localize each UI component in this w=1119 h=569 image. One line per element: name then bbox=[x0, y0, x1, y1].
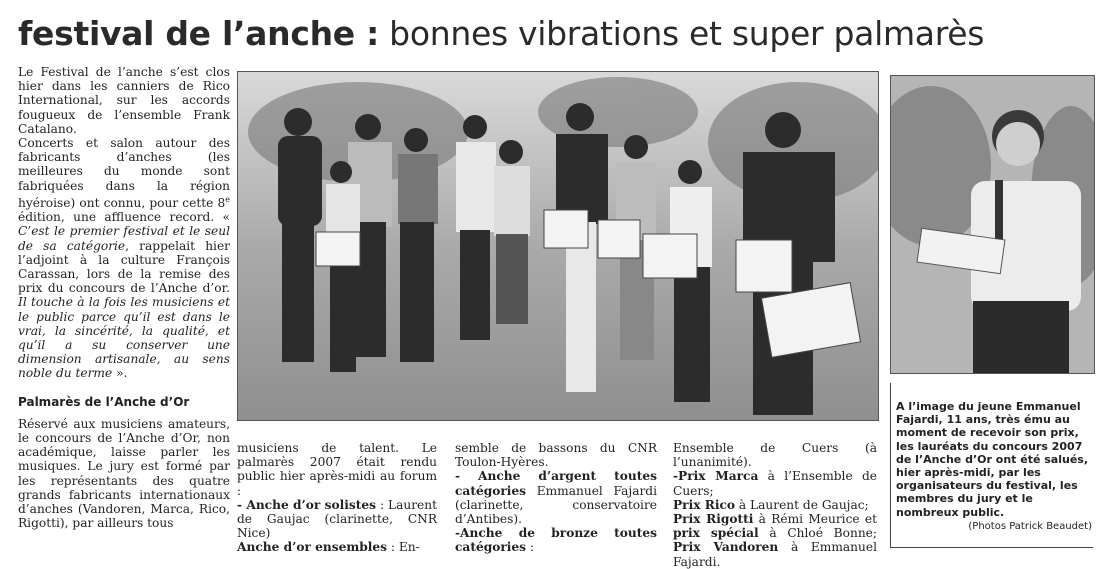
subheading-palmares: Palmarès de l’Anche d’Or bbox=[18, 394, 190, 409]
prize-vandoren: Prix Vandoren bbox=[673, 540, 779, 555]
special-prizes: Ensemble de Cuers (à l’unanimité). -Prix Marca à l’Ensemble de Cuers; Prix Rico à Laurent de Gaujac; Prix Rigotti à Rémi Meurice et prix spécial à Chloé Bonne; Prix Vandoren à Emmanuel Fajardi. bbox=[673, 441, 877, 569]
headline bbox=[18, 6, 1113, 62]
article-column-2 bbox=[237, 441, 437, 555]
photo-credit: (Photos Patrick Beaudet) bbox=[968, 520, 1092, 532]
prize-anche-argent: - Anche d’argent toutes catégories bbox=[455, 469, 657, 498]
palmares-continued: semble de bassons du CNR Toulon-Hyères. - Anche d’argent toutes catégories Emmanuel Fajardi (clarinette, conservatoire d’Antibes). -Anche de bronze toutes catégories : bbox=[455, 441, 657, 555]
paragraph-intro: Le Festival de l’anche s’est clos hier dans les canniers de Rico International, sur les accords fougueux de l’ensemble Frank Catalano. bbox=[18, 65, 230, 136]
prize-rigotti: Prix Rigotti bbox=[673, 512, 754, 527]
article-column-4 bbox=[673, 441, 877, 569]
group-photo-laureates bbox=[238, 72, 878, 420]
prize-anche-or-solistes: - Anche d’or solistes bbox=[237, 497, 377, 512]
prize-rico: Prix Rico bbox=[673, 497, 736, 512]
paragraph-concours: Réservé aux musiciens amateurs, le concours de l’Anche d’Or, non académique, laisse parler les musiques. Le jury est formé par les représentants des quatre grands fabricants internationaux d’anches (Vandoren, Marca, Rico, Rigotti), par ailleurs tous bbox=[18, 416, 230, 531]
prize-marca: -Prix Marca bbox=[673, 469, 759, 484]
headline-rest: bonnes vibrations et super palmarès bbox=[378, 14, 985, 53]
paragraph-concerts: Concerts et salon autour des fabricants d’anches (les meilleures du monde sont fabriquées dans la région hyéroise) ont connu, pour cette 8e édition, une affluence record. « C’est le premier festival et le seul de sa catégorie, rappelait hier l’adjoint à la culture François Carassan, lors de la remise des prix du concours de l’Anche d’or. Il touche à la fois les musiciens et le public parce qu’il est dans le vrai, la sincérité, la qualité, et qu’il a su conserver une dimension artisanale, au sens noble du terme ». bbox=[18, 136, 230, 381]
side-photo bbox=[890, 75, 1095, 374]
quote-premier-festival: C’est le premier festival et le seul de sa catégorie bbox=[18, 224, 230, 253]
main-photo bbox=[237, 71, 879, 421]
article-column-3 bbox=[455, 441, 657, 555]
caption-left-rule bbox=[890, 383, 891, 548]
caption-bottom-rule bbox=[890, 547, 1093, 548]
headline-bold: festival de l’anche : bbox=[18, 14, 379, 53]
quote-public: Il touche à la fois les musiciens et le public parce qu’il est dans le vrai, la sincérité, la qualité, et qu’il a su conserver une dimension artisanale, au sens noble du terme bbox=[18, 295, 230, 381]
article-column-1 bbox=[18, 65, 230, 530]
prize-anche-bronze: -Anche de bronze toutes catégories bbox=[455, 526, 657, 555]
prize-anche-or-ensembles: Anche d’or ensembles bbox=[237, 540, 388, 555]
palmares-intro: musiciens de talent. Le palmarès 2007 était rendu public hier après-midi au forum : - Anche d’or solistes : Laurent de Gaujac (clarinette, CNR Nice) Anche d’or ensembles : En- bbox=[237, 441, 437, 555]
photo-caption: A l’image du jeune Emmanuel Fajardi, 11 ans, très ému au moment de recevoir son prix, les lauréats du concours 2007 de l’Anche d’Or ont été salués, hier après-midi, par les organisateurs du festival, les membres du jury et le nombreux public. bbox=[896, 400, 1089, 519]
portrait-emmanuel-fajardi bbox=[891, 76, 1094, 373]
prize-special: prix spécial bbox=[673, 526, 759, 541]
photo-caption-box bbox=[896, 400, 1092, 532]
